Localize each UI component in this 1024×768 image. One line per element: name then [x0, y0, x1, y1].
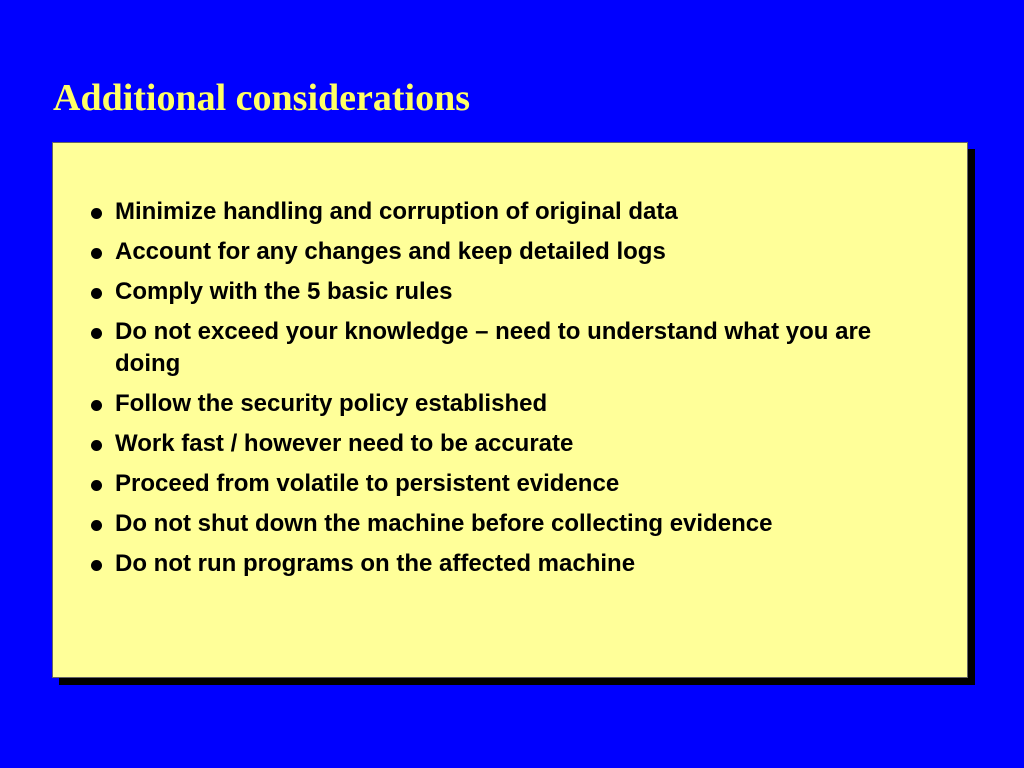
bullet-dot-icon — [91, 480, 102, 491]
bullet-item — [87, 548, 927, 580]
bullet-item — [87, 388, 927, 420]
bullet-text: Comply with the 5 basic rules — [115, 278, 453, 305]
bullet-item — [87, 276, 927, 308]
slide-title: Additional considerations — [53, 77, 471, 119]
bullet-dot-icon — [91, 520, 102, 531]
bullet-dot-icon — [91, 208, 102, 219]
bullet-dot-icon — [91, 288, 102, 299]
bullet-dot-icon — [91, 328, 102, 339]
bullet-item — [87, 316, 927, 380]
bullet-text: Proceed from volatile to persistent evidence — [115, 470, 620, 497]
bullet-text: Do not shut down the machine before collecting evidence — [115, 510, 773, 537]
bullet-text: Minimize handling and corruption of original data — [115, 198, 678, 225]
bullet-dot-icon — [91, 400, 102, 411]
bullet-text: Follow the security policy established — [115, 390, 548, 417]
bullet-dot-icon — [91, 248, 102, 259]
bullet-text: Do not exceed your knowledge – need to understand what you are doing — [115, 318, 872, 377]
bullet-dot-icon — [91, 560, 102, 571]
bullet-text: Account for any changes and keep detailed logs — [115, 238, 666, 265]
bullet-list — [87, 196, 927, 588]
bullet-item — [87, 236, 927, 268]
bullet-text: Work fast / however need to be accurate — [115, 430, 574, 457]
bullet-item — [87, 196, 927, 228]
bullet-item — [87, 428, 927, 460]
bullet-dot-icon — [91, 440, 102, 451]
content-box — [52, 142, 968, 678]
bullet-text: Do not run programs on the affected machine — [115, 550, 636, 577]
bullet-item — [87, 508, 927, 540]
bullet-item — [87, 468, 927, 500]
